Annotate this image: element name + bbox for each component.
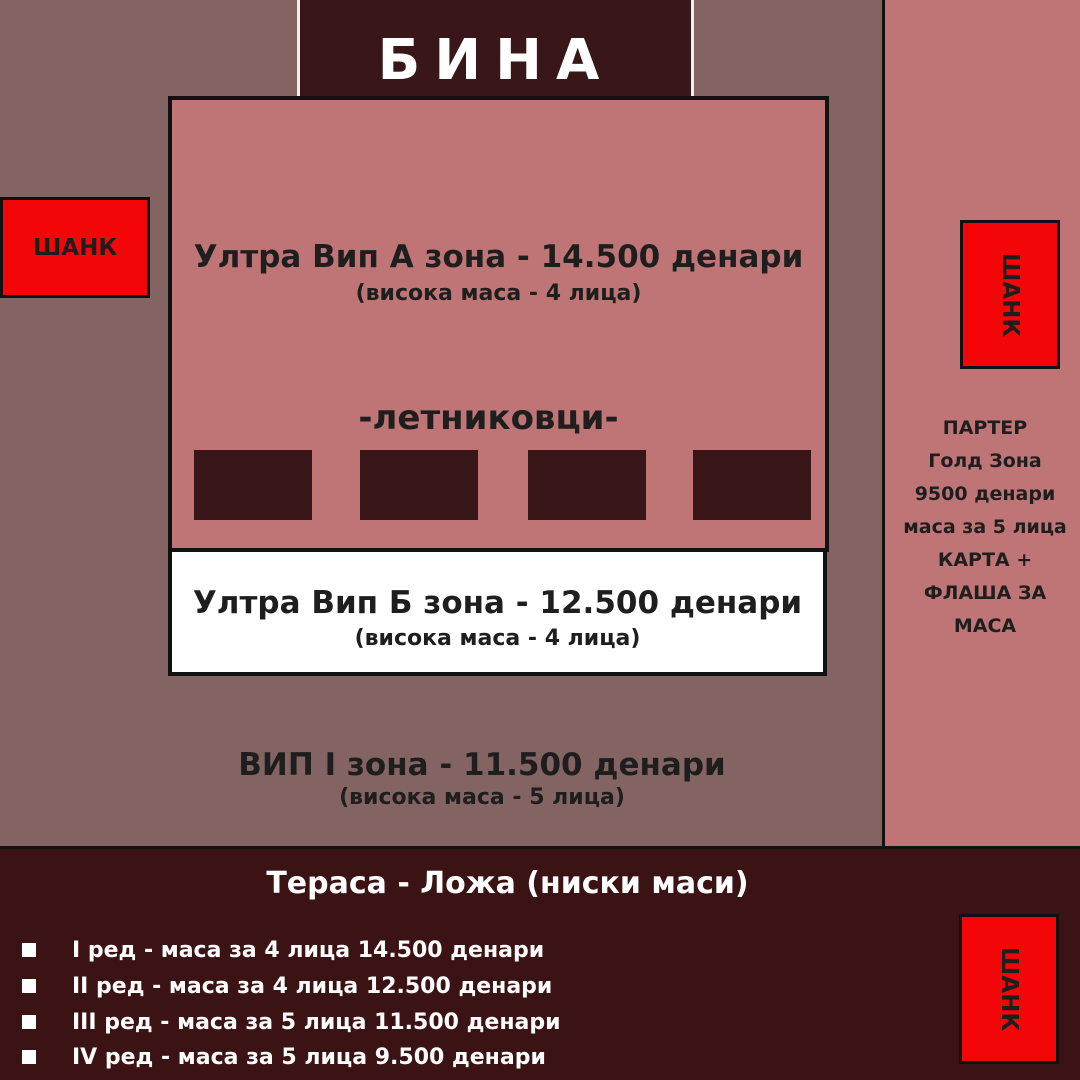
terrace-row-label: IV ред - маса за 5 лица 9.500 денари <box>72 1044 546 1070</box>
bullet-icon <box>22 1050 36 1064</box>
stage-label: БИНА <box>377 28 614 93</box>
ultra-vip-b-zone[interactable] <box>168 548 827 676</box>
vip-1-subtitle: (висока маса - 5 лица) <box>339 785 625 810</box>
terrace-row-label: I ред - маса за 4 лица 14.500 денари <box>72 937 545 963</box>
bullet-icon <box>22 943 36 957</box>
parter-line: ПАРТЕР <box>942 417 1028 439</box>
ultra-vip-b-title: Ултра Вип Б зона - 12.500 денари <box>192 585 803 621</box>
ultra-vip-a-subtitle: (висока маса - 4 лица) <box>355 281 642 306</box>
parter-line: 9500 денари <box>914 483 1056 505</box>
bar-label: ШАНК <box>32 234 118 261</box>
parter-line: маса за 5 лица <box>903 516 1067 538</box>
vip-1-title: ВИП I зона - 11.500 денари <box>238 747 726 783</box>
parter-line: ФЛАША ЗА <box>923 582 1047 604</box>
terrace-row-label: III ред - маса за 5 лица 11.500 денари <box>72 1009 561 1035</box>
ultra-vip-a-zone[interactable] <box>168 96 829 552</box>
terrace-row[interactable] <box>22 932 582 968</box>
terrace-row[interactable] <box>22 1004 582 1040</box>
bar-label: ШАНК <box>995 946 1022 1032</box>
bar-label: ШАНК <box>996 252 1023 337</box>
summer-house-table[interactable] <box>360 450 478 520</box>
terrace-row-label: II ред - маса за 4 лица 12.500 денари <box>72 973 553 999</box>
ultra-vip-b-subtitle: (висока маса - 4 лица) <box>354 626 641 651</box>
summer-house-table[interactable] <box>528 450 646 520</box>
summer-house-table[interactable] <box>194 450 312 520</box>
parter-gold-zone-info[interactable] <box>890 412 1080 643</box>
summer-houses-label: -летниковци- <box>358 398 619 438</box>
ultra-vip-a-title: Ултра Вип А зона - 14.500 денари <box>193 239 804 275</box>
terrace-title: Тераса - Ложа (ниски маси) <box>266 866 749 901</box>
bullet-icon <box>22 1015 36 1029</box>
bar-left <box>0 197 150 298</box>
terrace-row[interactable] <box>22 968 582 1004</box>
parter-line: КАРТА + <box>937 549 1033 571</box>
bar-right <box>960 220 1060 369</box>
bullet-icon <box>22 979 36 993</box>
parter-line: Голд Зона <box>928 450 1042 472</box>
bar-terrace <box>959 914 1059 1064</box>
summer-house-table[interactable] <box>693 450 811 520</box>
vip-1-zone[interactable] <box>0 747 964 810</box>
parter-line: МАСА <box>953 615 1017 637</box>
terrace-row[interactable] <box>22 1039 582 1075</box>
